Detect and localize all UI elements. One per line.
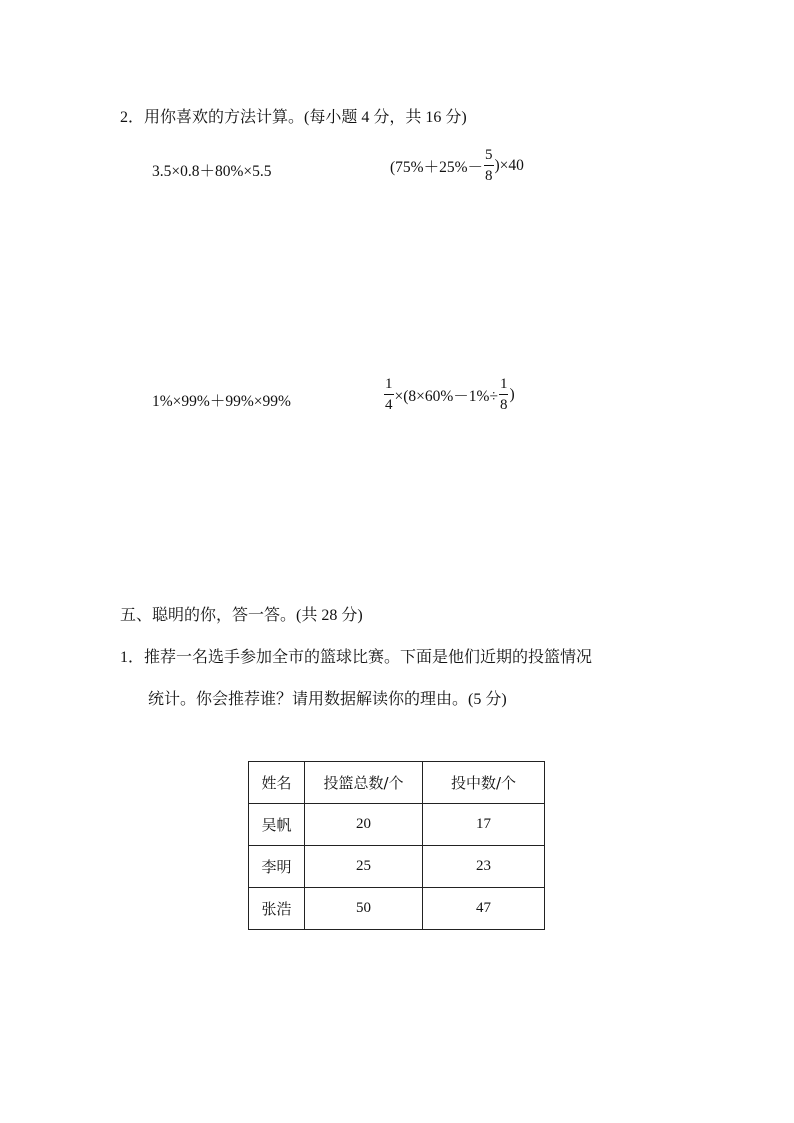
- fraction-numerator: 1: [499, 377, 509, 395]
- player-name: 张浩: [249, 888, 305, 930]
- expression-2: [390, 148, 524, 184]
- fraction-numerator: 1: [384, 377, 394, 395]
- expression-3: 1%×99%＋99%×99%: [152, 393, 291, 410]
- section5-heading: 五、聪明的你，答一答。(共 28 分): [120, 607, 363, 624]
- table-header-row: [249, 762, 545, 804]
- expression-1: 3.5×0.8＋80%×5.5: [152, 163, 272, 180]
- q1-text-line2: 统计。你会推荐谁？请用数据解读你的理由。(5 分): [148, 691, 507, 708]
- q2-heading: 2．用你喜欢的方法计算。(每小题 4 分，共 16 分): [120, 109, 467, 126]
- expression-2-before: (75%＋25%－: [390, 159, 483, 176]
- expression-2-after: )×40: [494, 157, 524, 174]
- q1-text-line1: 1．推荐一名选手参加全市的篮球比赛。下面是他们近期的投篮情况: [120, 649, 593, 666]
- header-shots-made: 投中数/个: [423, 762, 545, 804]
- fraction-numerator: 5: [484, 148, 494, 166]
- player-name: 吴帆: [249, 804, 305, 846]
- total-shots: 25: [305, 846, 423, 888]
- table-row: [249, 846, 545, 888]
- fraction-1-4: [384, 377, 394, 413]
- player-name: 李明: [249, 846, 305, 888]
- fraction-denominator: 8: [499, 397, 508, 413]
- fraction-1-8: [499, 377, 509, 413]
- fraction-5-8: [484, 148, 494, 184]
- shots-made: 17: [423, 804, 545, 846]
- total-shots: 50: [305, 888, 423, 930]
- expression-4: [383, 377, 515, 413]
- table-row: [249, 888, 545, 930]
- shots-made: 23: [423, 846, 545, 888]
- table-row: [249, 804, 545, 846]
- shots-made: 47: [423, 888, 545, 930]
- expression-4-after: ): [509, 386, 515, 403]
- fraction-denominator: 8: [485, 168, 493, 184]
- header-total-shots: 投篮总数/个: [305, 762, 423, 804]
- fraction-denominator: 4: [385, 397, 393, 413]
- total-shots: 20: [305, 804, 423, 846]
- expression-4-middle: ×(8×60%－1%÷: [394, 388, 498, 405]
- shooting-stats-table: [248, 761, 545, 930]
- header-name: 姓名: [249, 762, 305, 804]
